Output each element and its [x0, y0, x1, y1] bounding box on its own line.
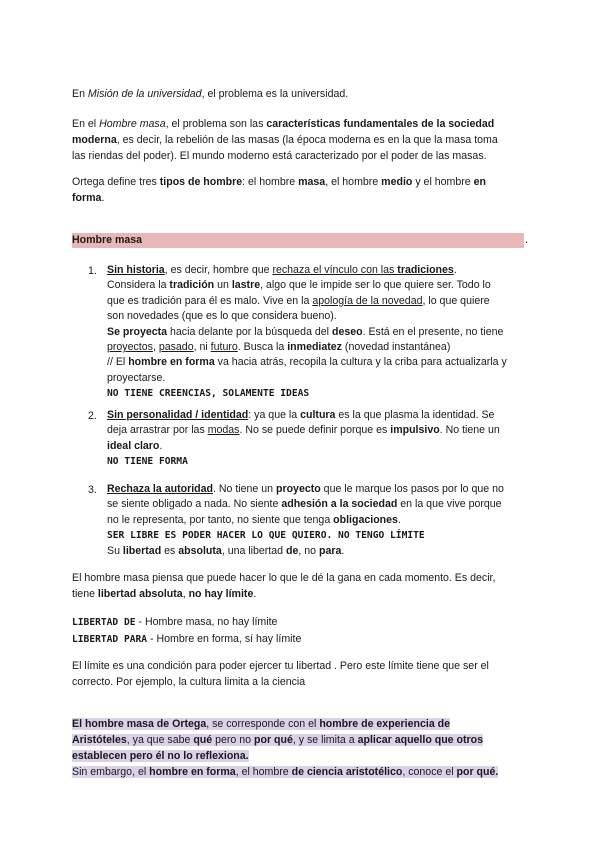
tipos-paragraph [72, 174, 530, 206]
text: Su [107, 544, 123, 557]
underlined-bold: Sin personalidad / identidad [107, 409, 249, 421]
bold-text: medio [381, 176, 413, 188]
text: deja arrastrar por las [107, 424, 208, 437]
text: , el problema es la universidad. [201, 88, 349, 100]
list-number: 1. [88, 265, 97, 277]
bold-text: absoluta [178, 544, 222, 557]
list-number: 2. [88, 410, 97, 422]
bold-text: masa [298, 176, 326, 188]
underlined-bold: tradiciones [397, 264, 454, 276]
text: En el [72, 118, 100, 130]
bold-text: forma [72, 192, 102, 204]
heading-dot: . [525, 234, 528, 246]
bold-text: impulsivo [390, 424, 440, 437]
bold-text: por qué [254, 734, 293, 746]
text: . No tiene un [439, 424, 500, 437]
text: . [253, 588, 257, 600]
text: son novedades (que es lo que considera bueno). [107, 310, 337, 323]
bold-text: hombre de experiencia de [319, 718, 451, 730]
text: - Hombre en forma, sí hay límite [147, 633, 302, 645]
underlined-bold: Rechaza la autoridad [107, 483, 213, 495]
text: es [161, 544, 179, 557]
underlined-text: pasado [158, 341, 194, 354]
limite-paragraph [72, 658, 530, 690]
bold-text: proyecto [275, 483, 321, 495]
intro-paragraph [72, 86, 530, 102]
caps-statement: NO TIENE FORMA [107, 456, 188, 468]
bold-text: El hombre masa de Ortega [72, 718, 207, 730]
list-item-sin-personalidad [107, 408, 527, 470]
text: (novedad instantánea) [341, 341, 451, 354]
text: . No tiene un [212, 483, 276, 495]
text: , se corresponde con el [206, 718, 320, 730]
bold-text: en [473, 176, 486, 188]
book-title: Misión de la universidad [87, 88, 202, 100]
text: , [152, 341, 159, 354]
text: : el hombre [242, 176, 299, 188]
text: que es tradición para él es malo. Vive en la [107, 294, 313, 307]
libertad-absoluta-paragraph [72, 570, 530, 602]
bold-text: ideal claro [107, 439, 160, 452]
hombre-masa-paragraph [72, 116, 530, 164]
text: , lo que quiere [422, 294, 490, 307]
list-number: 3. [88, 484, 97, 496]
underlined-text: proyectos [107, 341, 153, 354]
bold-text: deseo [331, 325, 363, 338]
text: , ya que sabe [126, 734, 194, 746]
libertad-definitions [72, 614, 530, 648]
text: Ortega define tres [72, 176, 160, 188]
bold-text: Aristóteles [72, 734, 127, 746]
text: El hombre masa piensa que puede hacer lo que le dé la gana en cada momento. Es decir, [72, 572, 496, 584]
bold-text: inmediatez [287, 341, 342, 354]
text: . [101, 192, 105, 204]
aristoteles-paragraph [72, 716, 530, 780]
bold-text: tradición [169, 279, 215, 292]
text: , algo que le impide ser lo que quiere ser. Todo lo [260, 279, 491, 292]
text: es la que plasma la identidad. Se [335, 409, 495, 421]
text: hacia delante por la búsqueda del [167, 325, 332, 338]
bold-text: libertad [122, 544, 162, 557]
text: en la que vive porque [397, 498, 502, 511]
caps-statement: SER LIBRE ES PODER HACER LO QUE QUIERO. NO TENGO LÍMITE [107, 530, 425, 542]
heading-text: Hombre masa [72, 234, 143, 246]
text: un [214, 279, 232, 292]
section-heading-hombre-masa [72, 233, 528, 248]
bold-text: para [319, 544, 342, 557]
text: que le marque los pasos por lo que no [320, 483, 504, 495]
text: - Hombre masa, no hay límite [135, 616, 278, 628]
text: . Está en el presente, no tiene [362, 325, 504, 338]
text: y el hombre [412, 176, 474, 188]
bold-text: tipos de hombre [159, 176, 243, 188]
text: , el hombre [235, 766, 292, 778]
text: , [182, 588, 189, 600]
text: pero no [212, 734, 254, 746]
text: En [72, 88, 88, 100]
underlined-text: modas [207, 424, 240, 437]
caps-label: LIBERTAD DE [72, 617, 136, 628]
bold-text: de ciencia aristotélico [291, 766, 403, 778]
text: tiene [72, 588, 98, 600]
text: , una libertad [221, 544, 287, 557]
underlined-bold: Sin historia [107, 264, 165, 276]
bold-text: moderna [72, 134, 117, 146]
text: las riendas del poder). El mundo moderno está caracterizado por el poder de las masas. [72, 150, 487, 162]
bold-text: establecen pero él no lo reflexiona. [72, 750, 249, 762]
list-item-sin-historia [107, 263, 527, 402]
caps-statement: NO TIENE CREENCIAS, SOLAMENTE IDEAS [107, 388, 310, 400]
bold-text: lastre [231, 279, 261, 292]
text: . [397, 513, 401, 526]
bold-text: adhesión a la sociedad [281, 498, 398, 511]
book-title: Hombre masa [99, 118, 166, 130]
bold-text: características fundamentales de la sociedad [266, 118, 495, 130]
bold-text: hombre en forma [128, 356, 215, 369]
text: . [453, 264, 457, 276]
bold-text: hombre en forma [149, 766, 236, 778]
bold-text: de [286, 544, 299, 557]
text: , ni [193, 341, 211, 354]
text: , conoce el [402, 766, 457, 778]
underlined-text: apología de la novedad [312, 294, 423, 307]
text: va hacia atrás, recopila la cultura y la criba para actualizarla y [214, 356, 507, 369]
bold-text: obligaciones [333, 513, 398, 526]
text: El límite es una condición para poder ejercer tu libertad . Pero este límite tiene que ser el [72, 660, 489, 672]
bold-text: no hay límite [188, 588, 254, 600]
underlined-text: rechaza el vínculo con las [272, 264, 398, 276]
text: , el problema son las [165, 118, 267, 130]
text: Sin embargo, el [72, 766, 150, 778]
text: // El [107, 356, 129, 369]
text: : ya que la [248, 409, 301, 421]
underlined-text: futuro [210, 341, 238, 354]
text: , y se limita a [292, 734, 358, 746]
text: correcto. Por ejemplo, la cultura limita a la ciencia [72, 676, 306, 688]
text: . Busca la [237, 341, 288, 354]
bold-text: libertad absoluta [97, 588, 183, 600]
bold-text: qué [193, 734, 213, 746]
text: se siente obligado a nada. No siente [107, 498, 282, 511]
text: . [341, 544, 345, 557]
text: . No se puede definir porque es [239, 424, 391, 437]
text: , es decir, la rebelión de las masas (la época moderna es en la que la masa toma [116, 134, 498, 146]
text: . [159, 439, 163, 452]
list-item-rechaza-autoridad [107, 482, 527, 559]
text: , el hombre [325, 176, 382, 188]
bold-text: Se proyecta [107, 325, 168, 338]
text: , no [298, 544, 320, 557]
text: , es decir, hombre que [164, 264, 273, 276]
text: Considera la [107, 279, 170, 292]
text: proyectarse. [107, 371, 166, 384]
bold-text: por qué. [456, 766, 499, 778]
text: no le representa, por tanto, no siente que tenga [107, 513, 334, 526]
bold-text: aplicar aquello que otros [357, 734, 483, 746]
bold-text: cultura [300, 409, 336, 421]
caps-label: LIBERTAD PARA [72, 634, 148, 645]
